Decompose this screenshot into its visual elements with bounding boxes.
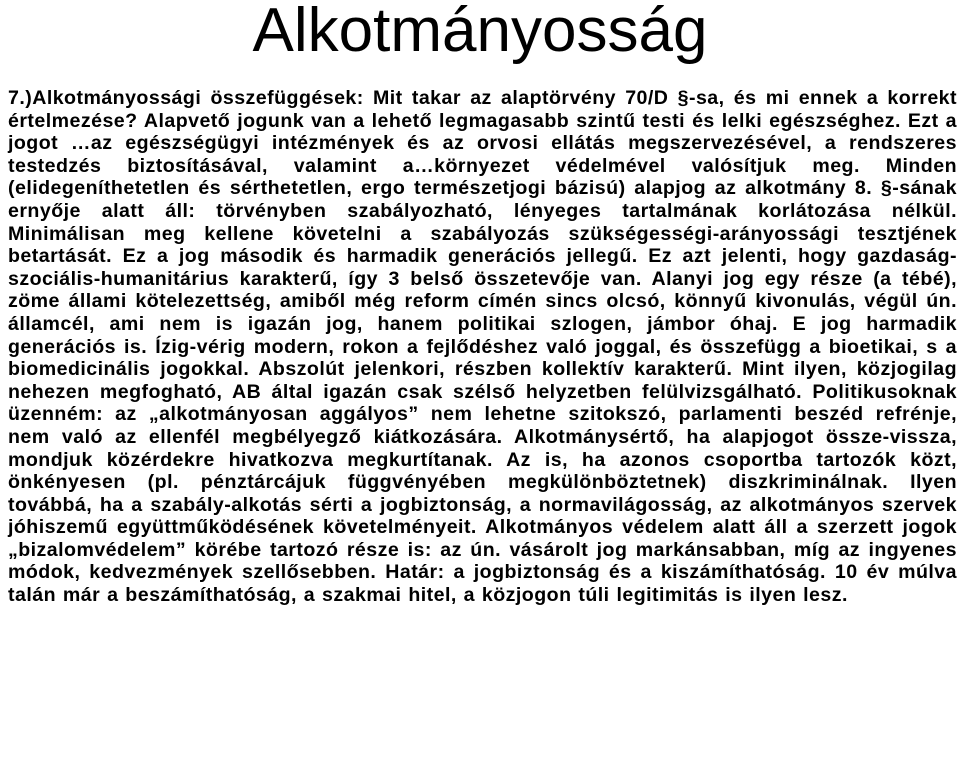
body-paragraph: 7.)Alkotmányossági összefüggések: Mit takar az alaptörvény 70/D §-sa, és mi ennek a korrekt értelmezése? Alapvető jogunk van a lehető legmagasabb szintű testi és lelki egészséghez. Ezt a jogot …az egészségügyi intézmények és az orvosi ellátás megszervezésével, a rendszeres testedzés biztosításával, valamint a…környezet védelmével valósítjuk meg. Minden (elidegeníthetetlen és sérthetetlen, ergo természetjogi bázisú) alapjog az alkotmány 8. §-sának ernyője alatt áll: törvényben szabályozható, lényeges tartalmának korlátozása nélkül. Minimálisan meg kellene követelni a szabályozás szükségességi-arányossági tesztjének betartását. Ez a jog második és harmadik generációs jellegű. Ez azt jelenti, hogy gazdaság-szociális-humanitárius karakterű, így 3 belső összetevője van. Alanyi jog egy része (a tébé), zöme állami kötelezettség, amiből még reform címén sincs olcsó, könnyű kivonulás, végül ún. államcél, ami nem is igazán jog, hanem politikai szlogen, jámbor óhaj. E jog harmadik generációs is. Ízig-vérig modern, rokon a fejlődéshez való joggal, és összefügg a bioetikai, s a biomedicinális jogokkal. Abszolút jelenkori, részben kollektív karakterű. Mint ilyen, közjogilag nehezen megfogható, AB által igazán csak szélső helyzetben felülvizsgálható. Politikusoknak üzenném: az „alkotmányosan aggályos” nem lehetne szitokszó, parlamenti beszéd refrénje, nem való az ellenfél megbélyegző kiátkozására. Alkotmánysértő, ha alapjogot össze-vissza, mondjuk közérdekre hivatkozva megkurtítanak. Az is, ha azonos csoportba tartozók közt, önkényesen (pl. pénztárcájuk függvényében megkülönböztetnek) diszkriminálnak. Ilyen továbbá, ha a szabály-alkotás sérti a jogbiztonság, a normavilágosság, az alkotmányos szervek jóhiszemű együttműködésének követelményeit. Alkotmányos védelem alatt áll a szerzett jogok „bizalomvédelem” körébe tartozó része is: az ún. vásárolt jog markánsabban, míg az ingyenes módok, kedvezmények szellősebben. Határ: a jogbiztonság és a kiszámíthatóság. 10 év múlva talán már a beszámíthatóság, a szakmai hitel, a közjogon túli legitimitás is ilyen lesz. <box>8 87 957 607</box>
page-title: Alkotmányosság <box>252 0 708 65</box>
